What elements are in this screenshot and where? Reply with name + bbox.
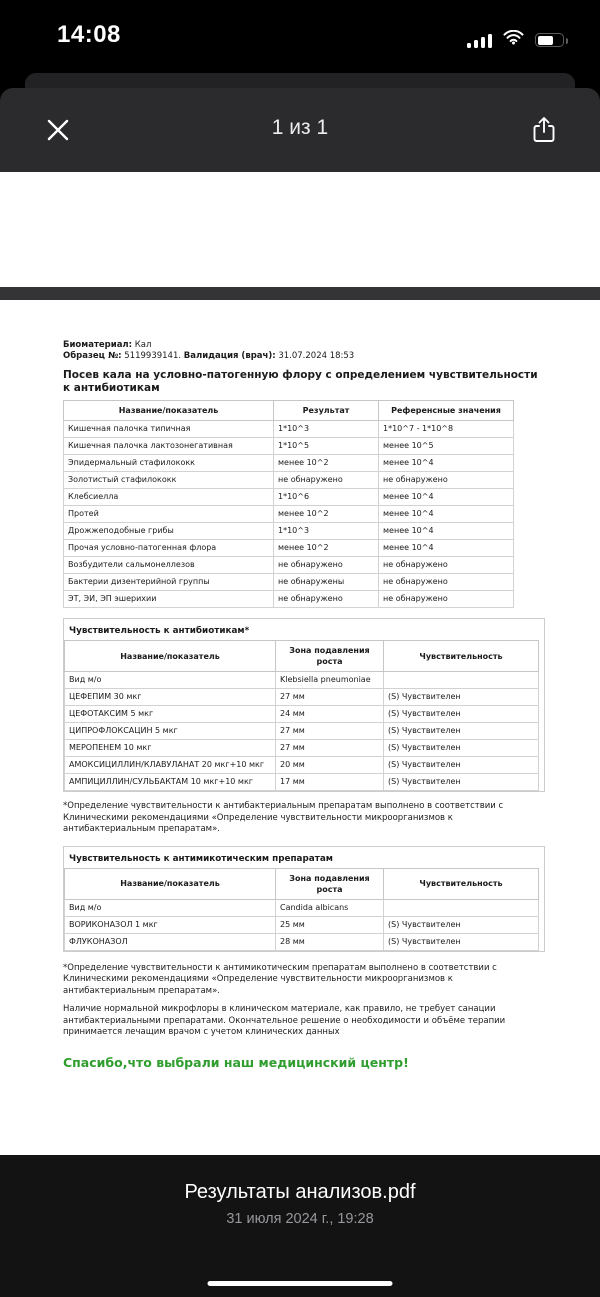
cell-result: не обнаружено: [274, 557, 379, 574]
share-button[interactable]: [526, 110, 562, 150]
cell-sensitivity: (S) Чувствителен: [384, 916, 539, 933]
table-row: [64, 438, 514, 455]
cell-result: 1*10^5: [274, 438, 379, 455]
battery-icon: [535, 33, 564, 47]
page-separator: [0, 287, 600, 300]
status-time: 14:08: [57, 21, 121, 48]
pdf-page[interactable]: [0, 300, 600, 1155]
cell-reference: менее 10^4: [379, 506, 514, 523]
cell-name: МЕРОПЕНЕМ 10 мкг: [65, 740, 276, 757]
cell-name: Золотистый стафилококк: [64, 472, 274, 489]
cell-name: Эпидермальный стафилококк: [64, 455, 274, 472]
table-row: [64, 455, 514, 472]
flora-table-header-row: [64, 401, 514, 421]
table-row: [64, 574, 514, 591]
cell-zone: Candida albicans: [276, 899, 384, 916]
table-row: [65, 757, 539, 774]
cell-sensitivity: (S) Чувствителен: [384, 774, 539, 791]
cell-result: не обнаружено: [274, 591, 379, 608]
cell-name: ФЛУКОНАЗОЛ: [65, 933, 276, 950]
cell-name: ЦЕФЕПИМ 30 мкг: [65, 689, 276, 706]
antimycotic-footnote: *Определение чувствительности к антимикотическим препаратам выполнено в соответствии с Клиническими рекомендациями «Определение чувствительности микроорганизмов к антибактериальным препаратам».: [63, 962, 497, 996]
validation-value: 31.07.2024 18:53: [278, 351, 355, 361]
column-header: Референсные значения: [379, 401, 514, 421]
cell-sensitivity: [384, 899, 539, 916]
cell-result: 1*10^6: [274, 489, 379, 506]
cell-reference: не обнаружено: [379, 591, 514, 608]
antibiotic-table: [64, 640, 539, 791]
cell-zone: 28 мм: [276, 933, 384, 950]
cell-reference: менее 10^4: [379, 540, 514, 557]
cell-zone: 27 мм: [276, 740, 384, 757]
cell-reference: не обнаружено: [379, 557, 514, 574]
cell-reference: не обнаружено: [379, 472, 514, 489]
sample-validation-line: [63, 351, 545, 362]
cell-result: 1*10^3: [274, 421, 379, 438]
share-icon: [532, 116, 556, 144]
biomaterial-label: Биоматериал:: [63, 340, 133, 350]
flora-table: [63, 400, 514, 608]
table-row: [64, 472, 514, 489]
table-row: [64, 591, 514, 608]
cell-sensitivity: (S) Чувствителен: [384, 706, 539, 723]
viewer-header: [0, 88, 600, 172]
cell-name: Бактерии дизентерийной группы: [64, 574, 274, 591]
cellular-signal-icon: [467, 33, 493, 48]
table-row: [65, 706, 539, 723]
column-header: Зона подавления роста: [276, 641, 384, 672]
column-header: Чувствительность: [384, 641, 539, 672]
table-row: [65, 933, 539, 950]
closing-note: Наличие нормальной микрофлоры в клиническом материале, как правило, не требует санации антибактериальными препаратами. Окончательное решение о необходимости и объёме терапии принимается лечащим врачом с учетом клинических данных: [63, 1004, 506, 1037]
cell-reference: менее 10^4: [379, 523, 514, 540]
status-bar: [0, 0, 600, 72]
cell-result: 1*10^3: [274, 523, 379, 540]
blank-page-area: [0, 172, 600, 287]
antimycotic-section-title: Чувствительность к антимикотическим препаратам: [69, 853, 333, 864]
file-date: 31 июля 2024 г., 19:28: [226, 1211, 374, 1227]
validation-label: Валидация (врач):: [183, 351, 276, 361]
column-header: Зона подавления роста: [276, 868, 384, 899]
cell-zone: 27 мм: [276, 723, 384, 740]
document-title: Посев кала на условно-патогенную флору с определением чувствительности к антибиотикам: [63, 369, 538, 394]
cell-sensitivity: (S) Чувствителен: [384, 723, 539, 740]
table-row: [65, 916, 539, 933]
cell-sensitivity: [384, 672, 539, 689]
cell-name: Клебсиелла: [64, 489, 274, 506]
cell-result: не обнаружено: [274, 472, 379, 489]
antimycotic-table: [64, 868, 539, 951]
antibiotic-table-header-row: [65, 641, 539, 672]
cell-reference: 1*10^7 - 1*10^8: [379, 421, 514, 438]
column-header: Название/показатель: [65, 641, 276, 672]
cell-name: Прочая условно-патогенная флора: [64, 540, 274, 557]
cell-name: ВОРИКОНАЗОЛ 1 мкг: [65, 916, 276, 933]
table-row: [65, 740, 539, 757]
column-header: Название/показатель: [65, 868, 276, 899]
cell-name: Кишечная палочка типичная: [64, 421, 274, 438]
table-row: [65, 723, 539, 740]
cell-result: менее 10^2: [274, 540, 379, 557]
cell-sensitivity: (S) Чувствителен: [384, 689, 539, 706]
cell-sensitivity: (S) Чувствителен: [384, 740, 539, 757]
file-name: Результаты анализов.pdf: [184, 1181, 416, 1203]
column-header: Результат: [274, 401, 379, 421]
cell-reference: менее 10^5: [379, 438, 514, 455]
cell-zone: 20 мм: [276, 757, 384, 774]
sample-label: Образец №:: [63, 351, 122, 361]
home-indicator[interactable]: [208, 1281, 393, 1286]
table-row: [64, 421, 514, 438]
wifi-icon: [503, 30, 524, 50]
cell-reference: менее 10^4: [379, 489, 514, 506]
cell-name: ЦИПРОФЛОКСАЦИН 5 мкг: [65, 723, 276, 740]
cell-zone: 27 мм: [276, 689, 384, 706]
antibiotic-footnote: *Определение чувствительности к антибактериальным препаратам выполнено в соответствии с Клиническими рекомендациями «Определение чувствительности микроорганизмов к антибактериальным препаратам».: [63, 801, 504, 834]
cell-result: менее 10^2: [274, 455, 379, 472]
cell-reference: не обнаружено: [379, 574, 514, 591]
biomaterial-value: Кал: [134, 340, 152, 350]
column-header: Чувствительность: [384, 868, 539, 899]
status-icons: [467, 30, 565, 50]
cell-name: ЦЕФОТАКСИМ 5 мкг: [65, 706, 276, 723]
cell-sensitivity: (S) Чувствителен: [384, 933, 539, 950]
table-row: [64, 557, 514, 574]
table-row: [64, 489, 514, 506]
table-row: [65, 689, 539, 706]
cell-name: АМОКСИЦИЛЛИН/КЛАВУЛАНАТ 20 мкг+10 мкг: [65, 757, 276, 774]
cell-name: Кишечная палочка лактозонегативная: [64, 438, 274, 455]
antibiotic-section: [63, 618, 545, 792]
cell-zone: 25 мм: [276, 916, 384, 933]
table-row: [64, 523, 514, 540]
column-header: Название/показатель: [64, 401, 274, 421]
sample-value: 5119939141.: [124, 351, 184, 361]
cell-name: Возбудители сальмонеллезов: [64, 557, 274, 574]
page-indicator: 1 из 1: [271, 116, 329, 139]
cell-zone: 17 мм: [276, 774, 384, 791]
bottom-bar: [0, 1155, 600, 1297]
table-row: [64, 506, 514, 523]
table-row: [65, 899, 539, 916]
table-row: [64, 540, 514, 557]
cell-reference: менее 10^4: [379, 455, 514, 472]
cell-zone: 24 мм: [276, 706, 384, 723]
antibiotic-section-title: Чувствительность к антибиотикам*: [69, 626, 250, 636]
antimycotic-section: [63, 846, 545, 952]
antimycotic-table-header-row: [65, 868, 539, 899]
cell-name: Протей: [64, 506, 274, 523]
cell-name: ЭТ, ЭИ, ЭП эшерихии: [64, 591, 274, 608]
cell-sensitivity: (S) Чувствителен: [384, 757, 539, 774]
cell-result: не обнаружены: [274, 574, 379, 591]
cell-result: менее 10^2: [274, 506, 379, 523]
cell-name: Вид м/о: [65, 672, 276, 689]
cell-name: Вид м/о: [65, 899, 276, 916]
table-row: [65, 672, 539, 689]
cell-name: АМПИЦИЛЛИН/СУЛЬБАКТАМ 10 мкг+10 мкг: [65, 774, 276, 791]
cell-name: Дрожжеподобные грибы: [64, 523, 274, 540]
biomaterial-line: [63, 340, 545, 351]
thanks-message: Спасибо,что выбрали наш медицинский центр!: [63, 1054, 409, 1070]
table-row: [65, 774, 539, 791]
cell-zone: Klebsiella pneumoniae: [276, 672, 384, 689]
